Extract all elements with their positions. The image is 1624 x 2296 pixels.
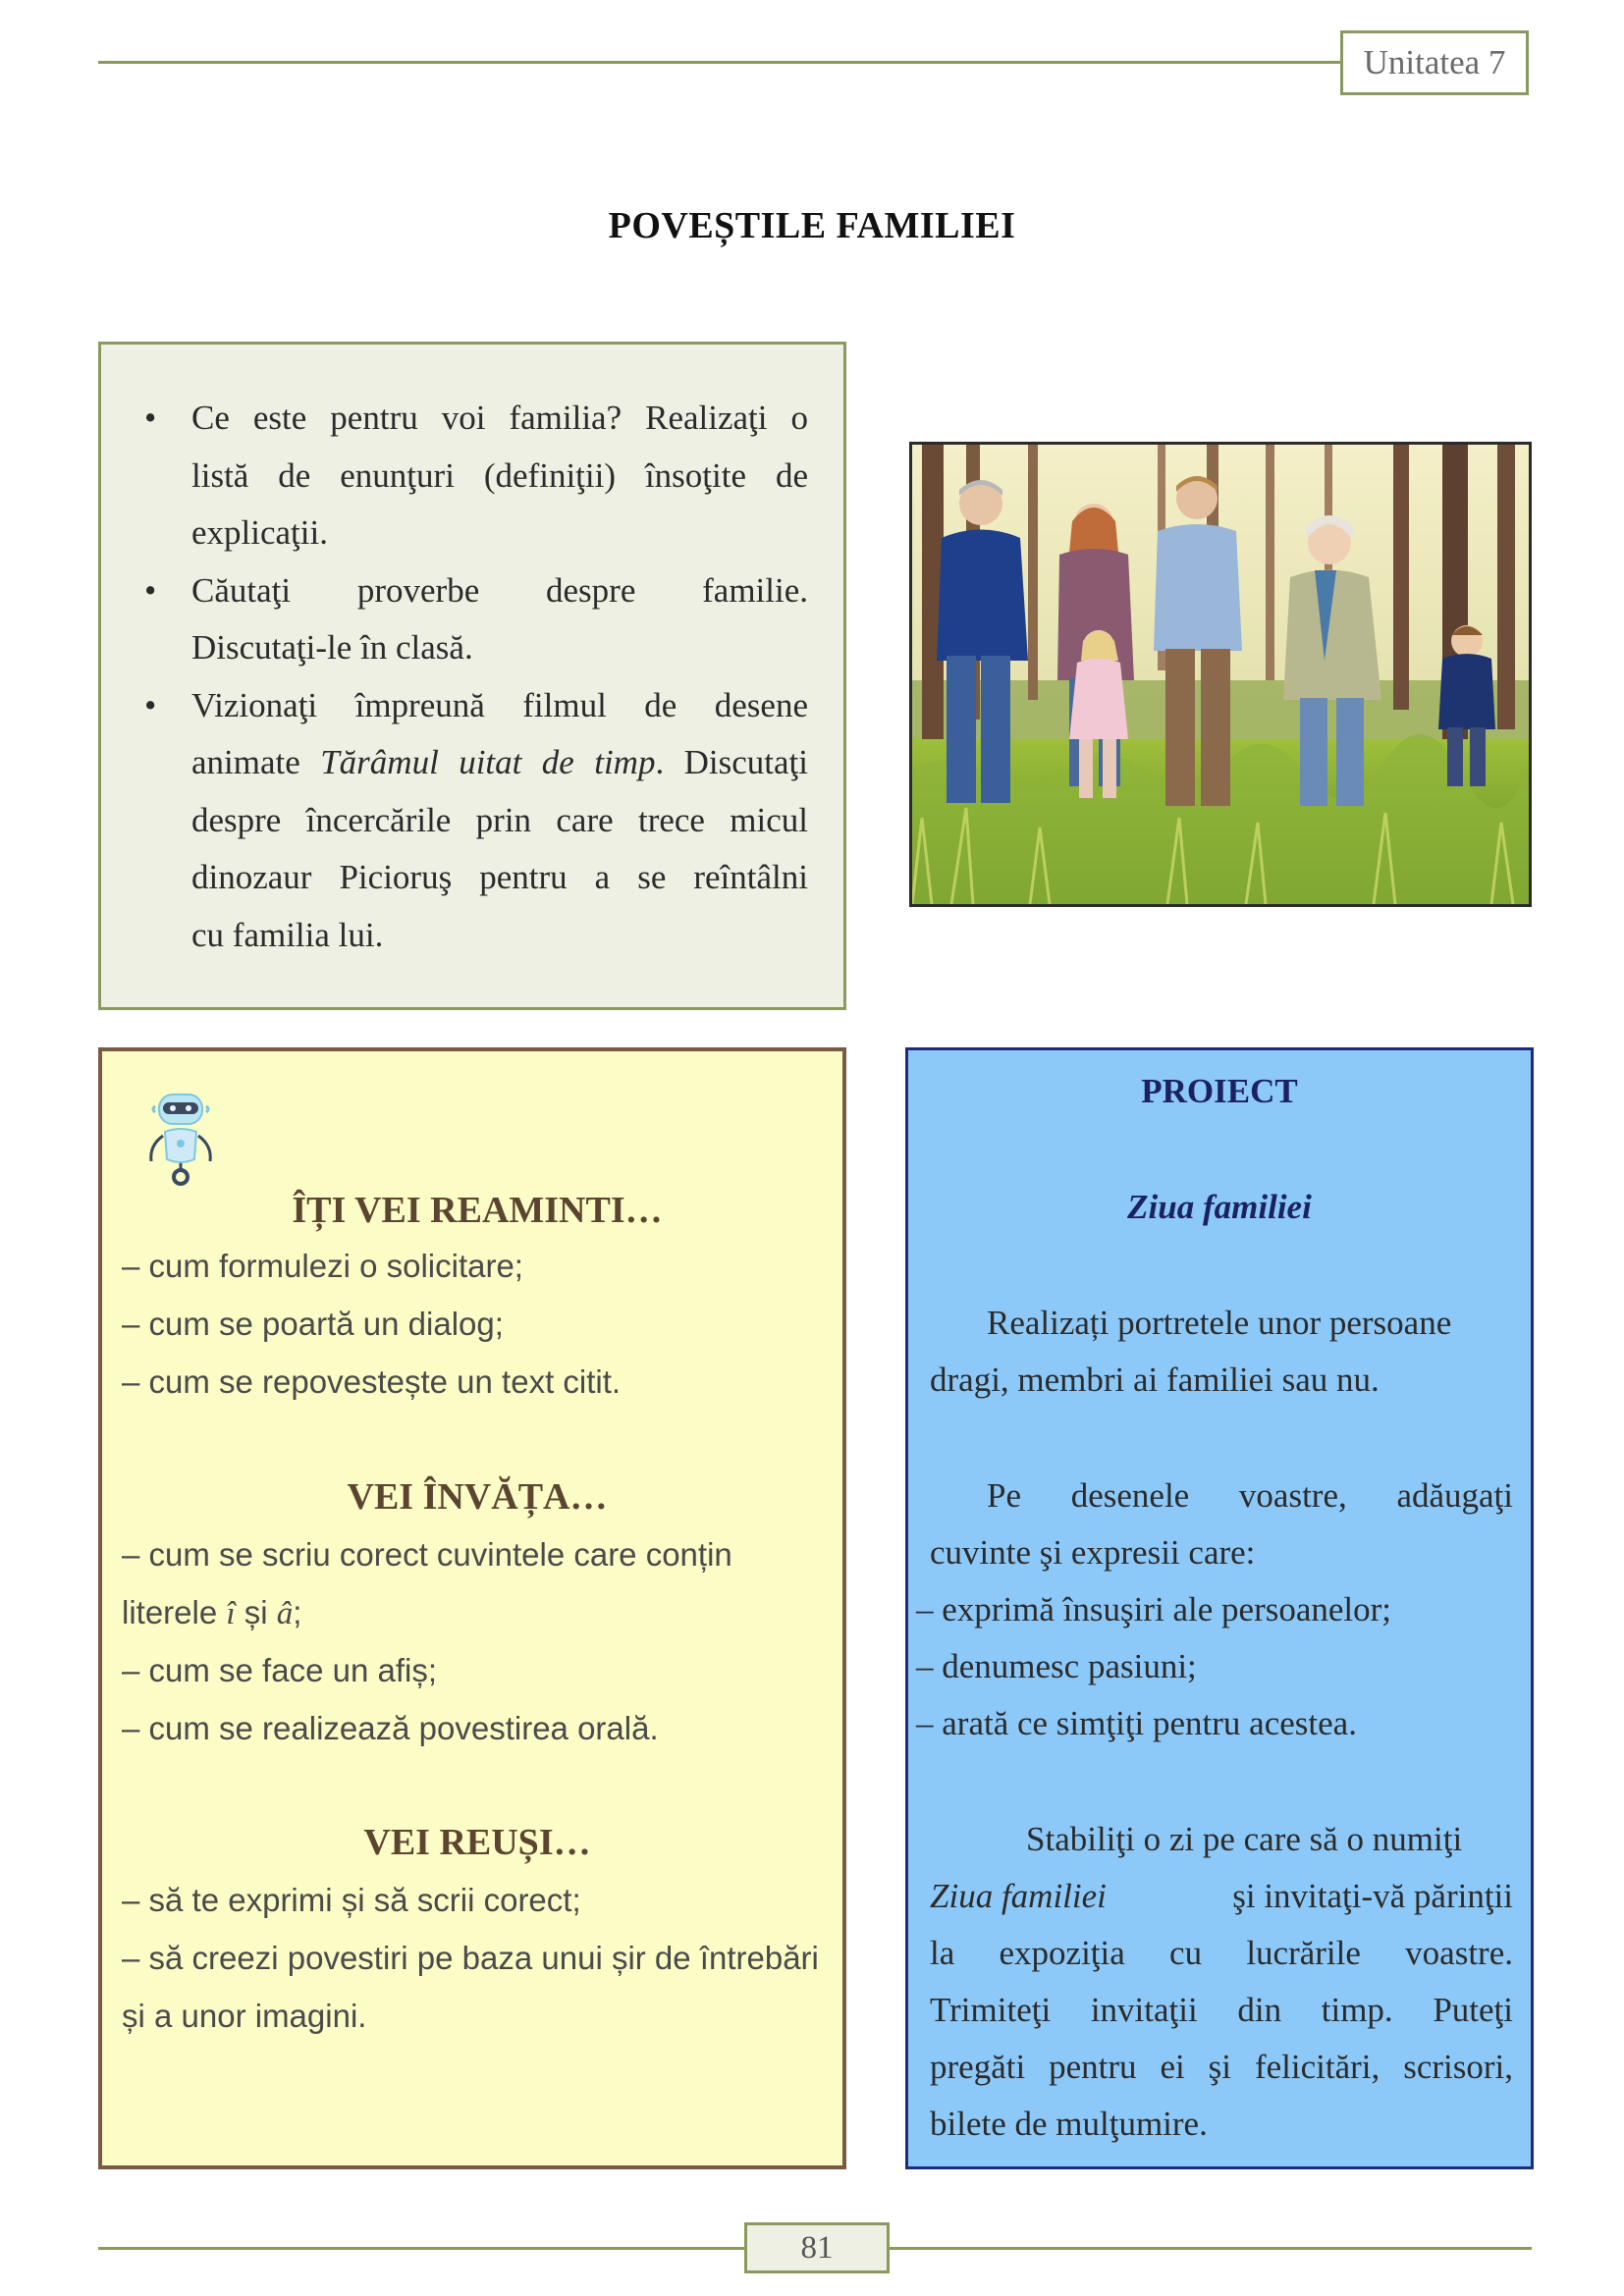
- project-title: PROIECT: [1141, 1072, 1298, 1110]
- learn-line: – cum se realizează povestirea orală.: [122, 1710, 659, 1746]
- intro-box: [98, 342, 846, 1010]
- project-text: bilete de mulţumire.: [930, 2105, 1208, 2143]
- line: Discutaţi-le în clasă.: [191, 628, 473, 667]
- list-item-line: [191, 619, 808, 677]
- succeed-line: – să creezi povestiri pe baza unui șir de întrebări: [122, 1940, 819, 1976]
- list-item: [140, 677, 808, 965]
- list-item: [140, 562, 808, 677]
- learn-heading: VEI ÎNVĂȚA…: [347, 1476, 608, 1518]
- line: despre încercările prin care trece micul: [191, 800, 808, 839]
- letter-a: â: [276, 1596, 294, 1631]
- project-list-item: – denumesc pasiuni;: [916, 1647, 1197, 1685]
- list-item-line: [191, 849, 808, 907]
- page-title: POVEȘTILE FAMILIEI: [608, 205, 1016, 246]
- project-text: Stabiliţi o zi pe care să o numiţi: [1026, 1820, 1463, 1858]
- project-text: la expoziţia cu lucrările voastre.: [930, 1934, 1513, 1972]
- bullet: •: [144, 570, 157, 610]
- family-photo-illustration: [912, 445, 1529, 904]
- list-item-line: [191, 734, 808, 792]
- line: dinozaur Picioruş pentru a se reîntâlni: [191, 858, 808, 896]
- list-item-line: [191, 907, 808, 965]
- project-text: dragi, membri ai familiei sau nu.: [930, 1361, 1380, 1399]
- project-text: Trimiteţi invitaţii din timp. Puteţi: [930, 1991, 1513, 2029]
- list-item-line: [191, 505, 808, 562]
- footer-rule-right: [890, 2247, 1532, 2250]
- project-text: cuvinte şi expresii care:: [930, 1533, 1256, 1572]
- intro-list: [140, 390, 808, 964]
- objectives-box: [98, 1047, 846, 2169]
- line: animate: [191, 743, 300, 781]
- project-text: Realizați portretele unor persoane: [987, 1304, 1452, 1342]
- list-item-line: [191, 562, 808, 620]
- learn-line: [122, 1594, 829, 1632]
- line: Căutaţi proverbe despre familie.: [191, 570, 808, 610]
- remember-line: – cum se poartă un dialog;: [122, 1306, 504, 1342]
- line: explicaţii.: [191, 513, 328, 552]
- project-subtitle: Ziua familiei: [1127, 1188, 1312, 1226]
- line: Ce este pentru voi familia? Realizaţi o: [191, 399, 808, 437]
- list-item-line: [191, 448, 808, 506]
- project-list-item: – arată ce simţiţi pentru acestea.: [916, 1704, 1357, 1742]
- footer-rule-left: [98, 2247, 744, 2250]
- line: Vizionaţi împreună filmul de desene: [191, 685, 808, 724]
- learn-line-text: literele: [122, 1594, 218, 1630]
- family-photo: [909, 442, 1532, 907]
- line: . Discutaţi: [655, 743, 808, 781]
- remember-heading: ÎȚI VEI REAMINTI…: [292, 1190, 663, 1231]
- page-number: 81: [744, 2222, 890, 2273]
- succeed-line: – să te exprimi și să scrii corect;: [122, 1882, 581, 1918]
- learn-line-text: ;: [293, 1594, 302, 1630]
- list-item-line: [191, 390, 808, 448]
- film-title: Tărâmul uitat de timp: [320, 743, 656, 781]
- project-list-item: – exprimă însuşiri ale persoanelor;: [916, 1590, 1392, 1629]
- list-item-line: [191, 677, 808, 735]
- list-item: [140, 390, 808, 562]
- remember-line: – cum se repovestește un text citit.: [122, 1363, 622, 1400]
- header-rule: [98, 61, 1340, 64]
- robot-icon: [141, 1077, 220, 1195]
- learn-line-text: și: [244, 1594, 268, 1630]
- project-text-part: şi invitaţi-vă părinţii: [1232, 1877, 1513, 1915]
- succeed-line: și a unor imagini.: [122, 1998, 367, 2034]
- bullet: •: [144, 685, 157, 724]
- remember-line: – cum formulezi o solicitare;: [122, 1248, 523, 1284]
- learn-line: – cum se face un afiș;: [122, 1652, 437, 1688]
- unit-label: Unitatea 7: [1340, 30, 1529, 95]
- project-box: [905, 1047, 1534, 2169]
- letter-i: î: [226, 1596, 236, 1631]
- project-text: [930, 1877, 1513, 1916]
- project-text: Pe desenele voastre, adăugaţi: [987, 1476, 1513, 1515]
- project-day-name: Ziua familiei: [930, 1877, 1107, 1915]
- line: cu familia lui.: [191, 915, 384, 954]
- project-text: pregăti pentru ei şi felicitări, scrisori,: [930, 2048, 1513, 2086]
- line: listă de enunţuri (definiţii) însoţite de: [191, 455, 808, 495]
- learn-line: – cum se scriu corect cuvintele care conțin: [122, 1536, 732, 1573]
- list-item-line: [191, 792, 808, 850]
- bullet: •: [144, 399, 157, 437]
- succeed-heading: VEI REUȘI…: [363, 1822, 591, 1863]
